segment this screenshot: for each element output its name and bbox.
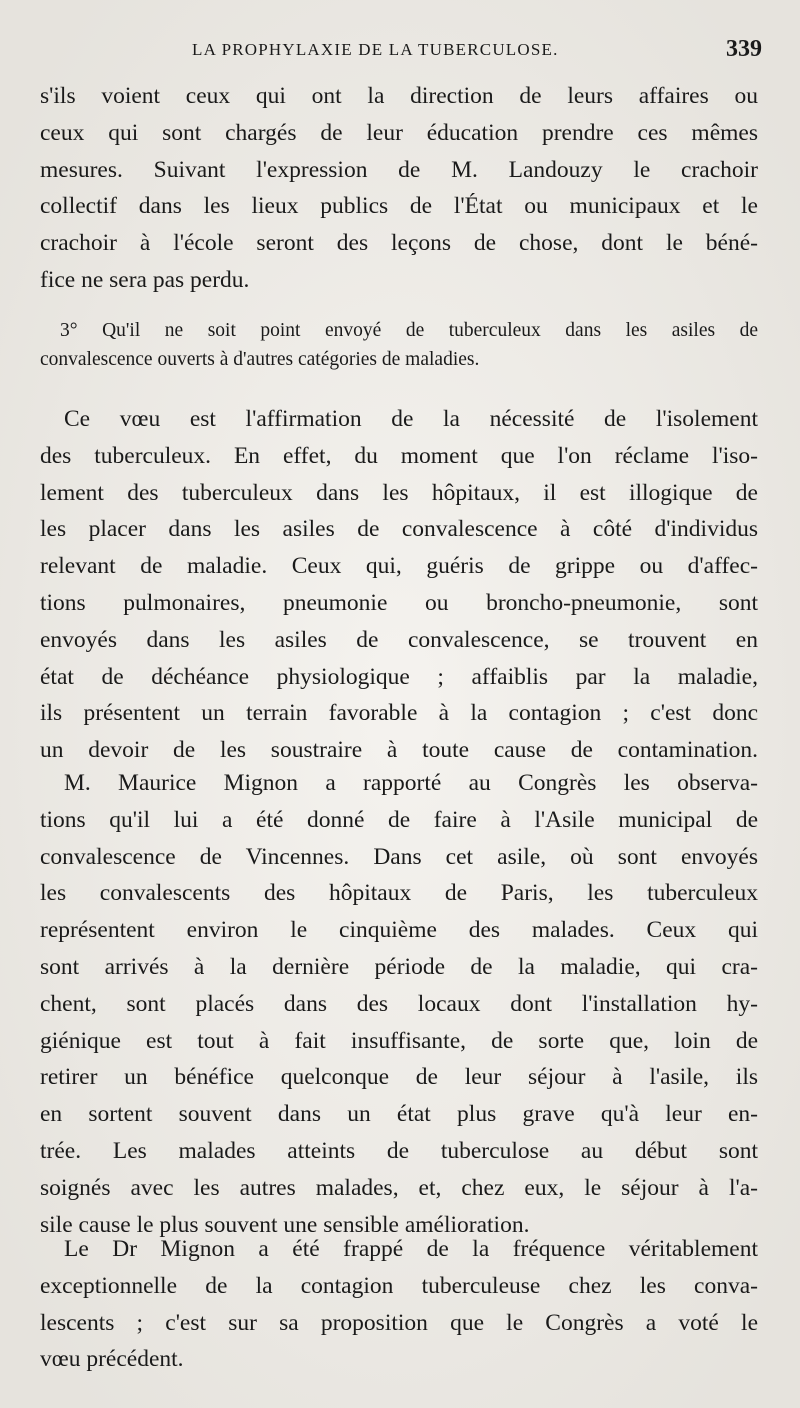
text-line: sont arrivés à la dernière période de la maladie, qui cra- — [40, 953, 758, 980]
text-line: des tuberculeux. En effet, du moment que l'on réclame l'iso- — [40, 442, 758, 469]
text-line: envoyés dans les asiles de convalescence, se trouvent en — [40, 626, 758, 653]
text-line: les placer dans les asiles de convalescence à côté d'individus — [40, 516, 758, 543]
text-line: représentent environ le cinquième des malades. Ceux qui — [40, 917, 758, 944]
paragraph-2 — [40, 401, 758, 769]
text-line: soignés avec les autres malades, et, chez eux, le séjour à l'a- — [40, 1174, 758, 1201]
text-line: convalescence de Vincennes. Dans cet asile, où sont envoyés — [40, 843, 758, 870]
paragraph-1 — [40, 78, 758, 299]
text-line: tions qu'il lui a été donné de faire à l'Asile municipal de — [40, 806, 758, 833]
text-line: fice ne sera pas perdu. — [40, 266, 250, 293]
text-line: crachoir à l'école seront des leçons de chose, dont le béné- — [40, 230, 758, 257]
text-line: tions pulmonaires, pneumonie ou broncho-pneumonie, sont — [40, 589, 758, 616]
text-line: trée. Les malades atteints de tuberculose au début sont — [40, 1137, 758, 1164]
text-line: état de déchéance physiologique ; affaiblis par la maladie, — [40, 663, 758, 690]
text-line: chent, sont placés dans des locaux dont l'installation hy- — [40, 990, 758, 1017]
text-line: vœu précédent. — [40, 1346, 184, 1373]
paragraph-3 — [40, 765, 758, 1243]
text-line: M. Maurice Mignon a rapporté au Congrès les observa- — [64, 770, 758, 796]
text-line: ils présentent un terrain favorable à la contagion ; c'est donc — [40, 700, 758, 727]
text-line: mesures. Suivant l'expression de M. Landouzy le crachoir — [40, 156, 758, 183]
congress-resolution — [40, 316, 758, 374]
page-number: 339 — [726, 36, 762, 62]
text-line: lement des tuberculeux dans les hôpitaux, il est illogique de — [40, 479, 758, 506]
text-line: en sortent souvent dans un état plus grave qu'à leur en- — [40, 1101, 758, 1128]
text-line: convalescence ouverts à d'autres catégories de maladies. — [40, 349, 480, 370]
text-line: Ce vœu est l'affirmation de la nécessité de l'isolement — [64, 406, 758, 432]
text-line: exceptionnelle de la contagion tuberculeuse chez les conva- — [40, 1272, 758, 1299]
running-head — [40, 38, 762, 68]
text-line: un devoir de les soustraire à toute cause de contamination. — [40, 737, 758, 764]
text-line: 3° Qu'il ne soit point envoyé de tuberculeux dans les asiles de — [60, 320, 758, 341]
running-title: LA PROPHYLAXIE DE LA TUBERCULOSE. — [192, 40, 559, 59]
text-line: ceux qui sont chargés de leur éducation prendre ces mêmes — [40, 119, 758, 146]
paragraph-4 — [40, 1231, 758, 1378]
text-line: giénique est tout à fait insuffisante, de sorte que, loin de — [40, 1027, 758, 1054]
text-line: les convalescents des hôpitaux de Paris, les tuberculeux — [40, 880, 758, 907]
text-line: retirer un bénéfice quelconque de leur séjour à l'asile, ils — [40, 1064, 758, 1091]
text-line: s'ils voient ceux qui ont la direction de leurs affaires ou — [40, 83, 758, 109]
text-line: sile cause le plus souvent une sensible amélioration. — [40, 1211, 530, 1238]
text-line: relevant de maladie. Ceux qui, guéris de grippe ou d'affec- — [40, 553, 758, 580]
text-line: collectif dans les lieux publics de l'État ou municipaux et le — [40, 193, 758, 220]
text-line: lescents ; c'est sur sa proposition que le Congrès a voté le — [40, 1309, 758, 1336]
text-line: Le Dr Mignon a été frappé de la fréquence véritablement — [64, 1236, 758, 1262]
